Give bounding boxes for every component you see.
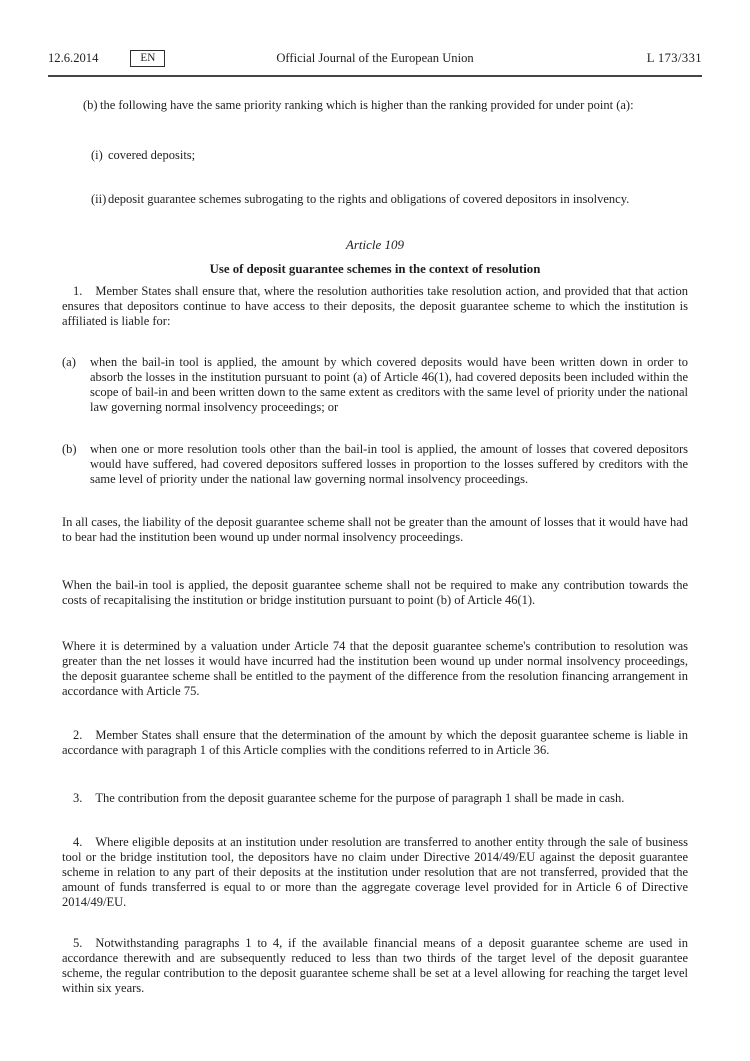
carryover-point-b — [83, 98, 688, 113]
language-badge: EN — [130, 50, 165, 67]
paragraph-text: The contribution from the deposit guarantee scheme for the purpose of paragraph 1 shall be made in cash. — [95, 791, 625, 805]
paragraph-text: Where eligible deposits at an institution under resolution are transferred to another entity through the sale of business tool or the bridge institution tool, the depositors have no claim under Directive 2014/49/EU against the deposit guarantee scheme in relation to any part of their deposits at the institution under resolution that are not transferred, provided that the amount of funds transferred is equal to or more than the aggregate coverage level provided for in Article 6 of Directive 2014/49/EU. — [62, 835, 688, 909]
header-divider — [48, 75, 702, 77]
subpoint-text: deposit guarantee schemes subrogating to the rights and obligations of covered depositors in insolvency. — [108, 192, 630, 206]
paragraph-number: 5. — [73, 936, 83, 950]
page-header — [48, 49, 702, 67]
paragraph-1 — [62, 284, 688, 329]
paragraph-4 — [62, 835, 688, 910]
point-label: (b) — [83, 98, 98, 112]
point-text: the following have the same priority ranking which is higher than the ranking provided for under point (a): — [100, 98, 634, 112]
subparagraph-in-all-cases: In all cases, the liability of the deposit guarantee scheme shall not be greater than the amount of losses that it would have had to bear had the institution been wound up under normal insolvency proceedings. — [62, 515, 688, 544]
paragraph-3 — [62, 791, 688, 806]
subparagraph-where-determined: Where it is determined by a valuation under Article 74 that the deposit guarantee scheme's contribution to resolution was greater than the net losses it would have incurred had the institution been wound up under normal insolvency proceedings, the deposit guarantee scheme shall be entitled to the payment of the difference from the resolution financing arrangement in accordance with Article 75. — [62, 639, 688, 698]
paragraph-2 — [62, 728, 688, 758]
paragraph-number: 1. — [73, 284, 83, 298]
journal-title: Official Journal of the European Union — [276, 50, 474, 65]
page-reference: L 173/331 — [646, 50, 702, 65]
paragraph-number: 4. — [73, 835, 83, 849]
point-b — [62, 442, 688, 487]
point-text: when the bail-in tool is applied, the amount by which covered deposits would have been written down in order to absorb the losses in the institution pursuant to point (a) of Article 46(1), had covered deposits been included within the scope of bail-in and been written down to the same extent as creditors with the same level of priority under the national law governing normal insolvency proceedings; or — [90, 355, 688, 414]
subpoint-label: (ii) — [91, 192, 107, 206]
subpoint-text: covered deposits; — [108, 148, 196, 162]
article-title: Use of deposit guarantee schemes in the context of resolution — [209, 262, 541, 276]
point-label: (b) — [62, 442, 77, 456]
article-number: Article 109 — [345, 237, 405, 252]
document-body — [62, 98, 688, 996]
subpoint-label: (i) — [91, 148, 103, 162]
point-a — [62, 355, 688, 415]
paragraph-text: Member States shall ensure that, where the resolution authorities take resolution action, and provided that that action ensures that depositors continue to have access to their deposits, the deposit guarantee scheme to which the institution is affiliated is liable for: — [62, 284, 688, 328]
paragraph-text: Notwithstanding paragraphs 1 to 4, if the available financial means of a deposit guarantee scheme are used in accordance therewith and are subsequently reduced to less than two thirds of the target level of the deposit guarantee scheme, the regular contribution to the deposit guarantee scheme shall be set at a level allowing for reaching the target level within six years. — [62, 936, 688, 995]
subpoint-ii — [91, 192, 688, 207]
paragraph-text: Member States shall ensure that the determination of the amount by which the deposit guarantee scheme is liable in accordance with paragraph 1 of this Article complies with the conditions referred to in Article 36. — [62, 728, 688, 757]
paragraph-number: 3. — [73, 791, 83, 805]
point-text: when one or more resolution tools other than the bail-in tool is applied, the amount of losses that covered depositors would have suffered, had covered depositors suffered losses in proportion to the losses suffered by creditors with the same level of priority under the national law governing normal insolvency proceedings. — [90, 442, 688, 486]
point-label: (a) — [62, 355, 76, 369]
publication-date: 12.6.2014 — [48, 50, 99, 65]
subpoint-i — [91, 148, 688, 163]
subparagraph-when-bail-in: When the bail-in tool is applied, the deposit guarantee scheme shall not be required to make any contribution towards the costs of recapitalising the institution or bridge institution pursuant to point (b) of Article 46(1). — [62, 578, 688, 607]
paragraph-5 — [62, 936, 688, 996]
paragraph-number: 2. — [73, 728, 83, 742]
